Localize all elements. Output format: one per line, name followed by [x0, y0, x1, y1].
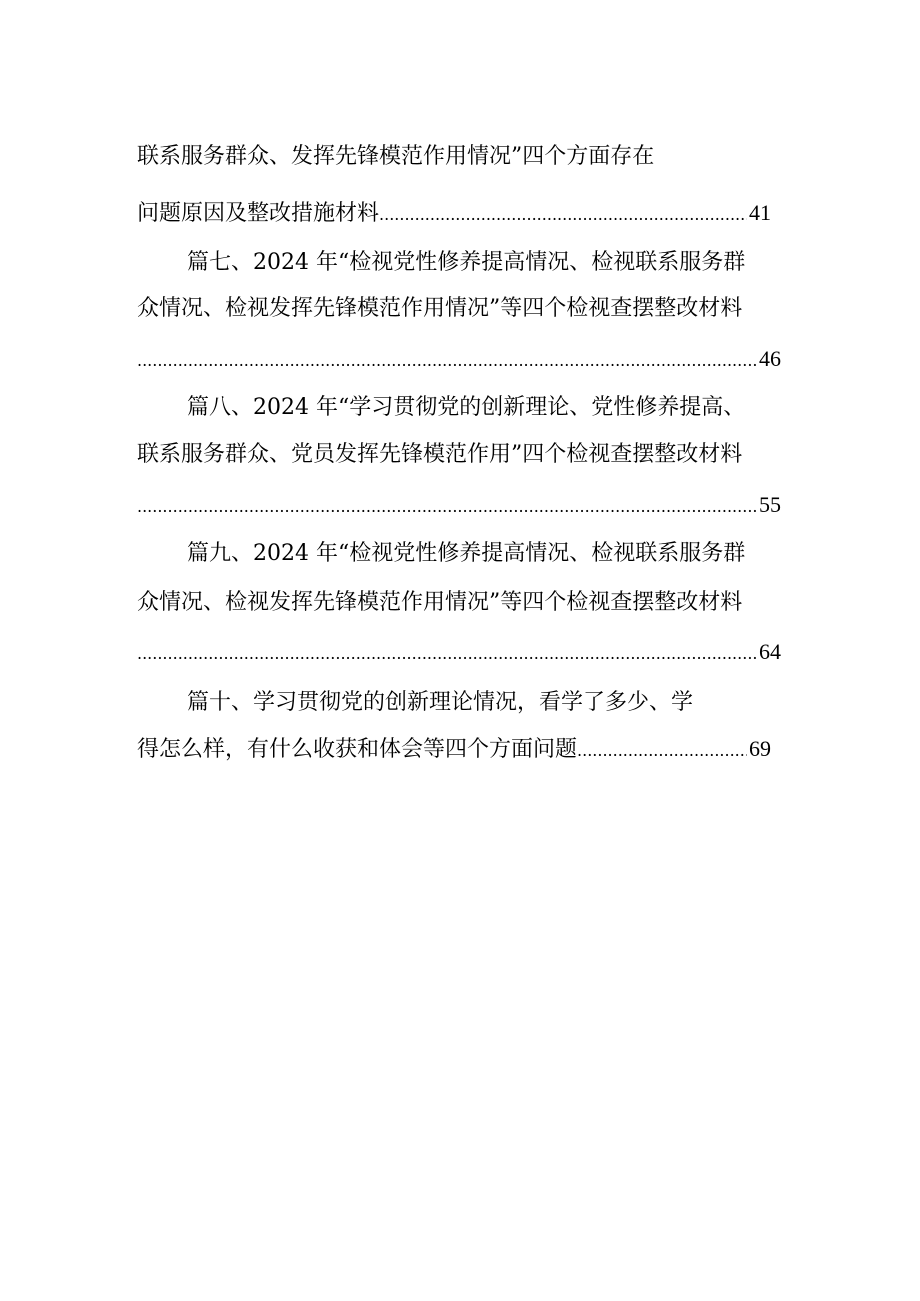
toc-entry-10-line-2	[137, 731, 771, 767]
toc-entry-text: 联系服务群众、发挥先锋模范作用情况”四个方面存在	[137, 144, 655, 169]
dot-leader	[379, 197, 747, 233]
toc-entry-9-leader	[137, 634, 781, 670]
toc-entry-text: 篇八、2024 年“学习贯彻党的创新理论、党性修养提高、	[187, 395, 746, 420]
toc-page-number: 69	[749, 736, 771, 761]
toc-entry-text: 众情况、检视发挥先锋模范作用情况”等四个检视查摆整改材料	[137, 296, 743, 321]
toc-entry-7-line-2	[137, 291, 742, 327]
toc-entry-text: 篇七、2024 年“检视党性修养提高情况、检视联系服务群	[187, 250, 746, 275]
toc-entry-7-leader	[137, 341, 781, 377]
toc-entry-9-line-1[interactable]	[187, 536, 745, 572]
toc-page-number: 64	[759, 639, 781, 664]
toc-page-number: 46	[759, 346, 781, 371]
toc-entry-6-line-2[interactable]	[137, 195, 771, 231]
toc-entry-text: 篇十、学习贯彻党的创新理论情况，看学了多少、学	[187, 690, 694, 715]
toc-entry-text: 问题原因及整改措施材料	[137, 201, 380, 226]
toc-entry-7-line-1[interactable]	[187, 245, 745, 281]
dot-leader	[137, 343, 757, 379]
toc-entry-text: 众情况、检视发挥先锋模范作用情况”等四个检视查摆整改材料	[137, 590, 743, 615]
toc-entry-8-line-1[interactable]	[187, 390, 745, 426]
dot-leader	[577, 733, 747, 769]
dot-leader	[137, 636, 757, 672]
dot-leader	[137, 489, 757, 525]
toc-entry-8-line-2	[137, 437, 742, 473]
toc-entry-10-line-1[interactable]	[187, 685, 693, 721]
toc-page-number: 55	[759, 492, 781, 517]
toc-entry-6-line-1	[137, 139, 654, 175]
toc-page-number: 41	[749, 200, 771, 225]
toc-entry-text: 篇九、2024 年“检视党性修养提高情况、检视联系服务群	[187, 541, 746, 566]
toc-entry-9-line-2	[137, 585, 742, 621]
toc-entry-text: 得怎么样，有什么收获和体会等四个方面问题	[137, 737, 578, 762]
toc-entry-8-leader	[137, 487, 781, 523]
toc-entry-text: 联系服务群众、党员发挥先锋模范作用”四个检视查摆整改材料	[137, 442, 743, 467]
